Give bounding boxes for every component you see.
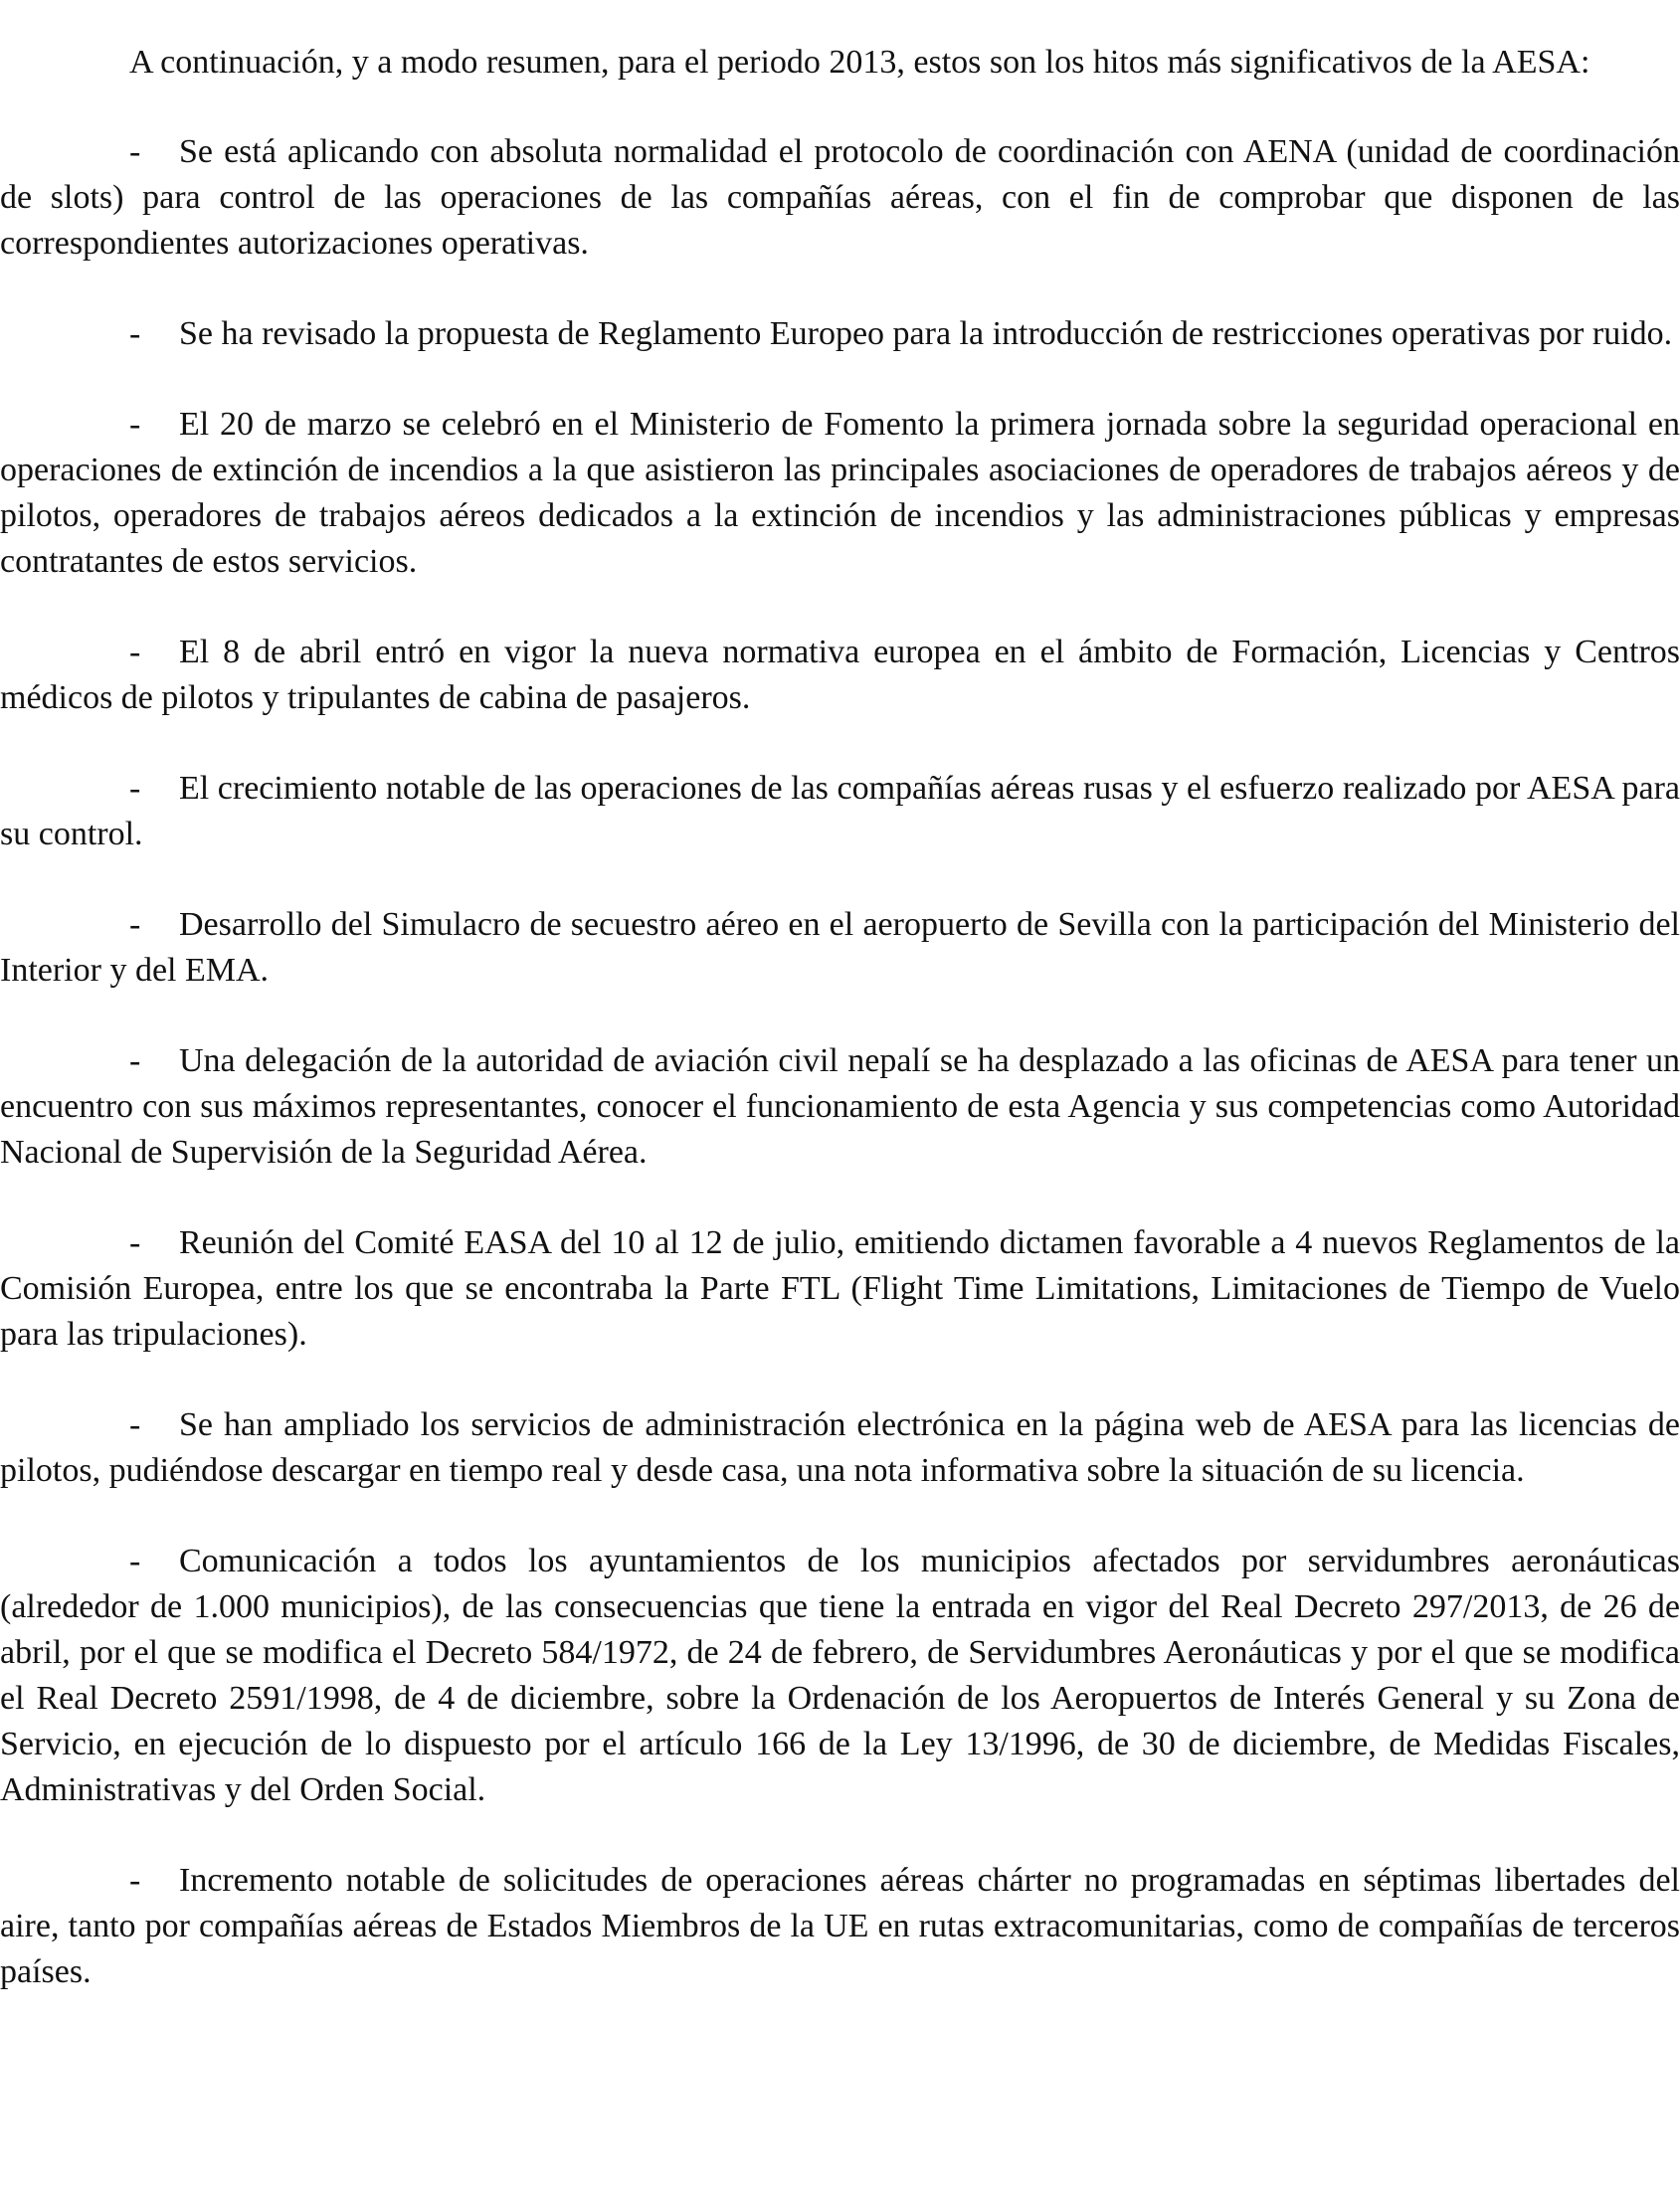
- list-item: [0, 1220, 1680, 1358]
- list-item-text: Incremento notable de solicitudes de operaciones aéreas chárter no programadas en séptimas libertades del aire, tanto por compañías aéreas de Estados Miembros de la UE en rutas extracomunitarias, como de compañías de terceros países.: [0, 1862, 1680, 1990]
- list-item: [0, 766, 1680, 857]
- list-item: [0, 1858, 1680, 1995]
- list-item: [0, 902, 1680, 994]
- bullet-dash: -: [129, 1543, 141, 1579]
- list-item: [0, 1402, 1680, 1494]
- list-item-text: Se está aplicando con absoluta normalidad el protocolo de coordinación con AENA (unidad de coordinación de slots) para control de las operaciones de las compañías aéreas, con el fin de comprobar que disponen de las correspondientes autorizaciones operativas.: [0, 133, 1680, 262]
- bullet-dash: -: [129, 1862, 141, 1899]
- bullet-dash: -: [129, 1042, 141, 1079]
- bullet-dash: -: [129, 1406, 141, 1443]
- intro-paragraph: A continuación, y a modo resumen, para el periodo 2013, estos son los hitos más significativos de la AESA:: [129, 44, 1590, 81]
- list-item: [0, 402, 1680, 585]
- list-item-text: Una delegación de la autoridad de aviación civil nepalí se ha desplazado a las oficinas de AESA para tener un encuentro con sus máximos representantes, conocer el funcionamiento de esta Agencia y sus competencias como Autoridad Nacional de Supervisión de la Seguridad Aérea.: [0, 1042, 1680, 1171]
- list-item-text: El 8 de abril entró en vigor la nueva normativa europea en el ámbito de Formación, Licencias y Centros médicos de pilotos y tripulantes de cabina de pasajeros.: [0, 634, 1680, 716]
- list-item-text: Desarrollo del Simulacro de secuestro aéreo en el aeropuerto de Sevilla con la participación del Ministerio del Interior y del EMA.: [0, 906, 1680, 989]
- milestones-list: [0, 129, 1680, 1995]
- list-item-text: Se ha revisado la propuesta de Reglamento Europeo para la introducción de restricciones operativas por ruido.: [179, 315, 1673, 352]
- document-page: [0, 40, 1680, 2040]
- bullet-dash: -: [129, 634, 141, 670]
- list-item-text: Comunicación a todos los ayuntamientos de los municipios afectados por servidumbres aeronáuticas (alrededor de 1.000 municipios), de las consecuencias que tiene la entrada en vigor del Real Decreto 297/2013, de 26 de abril, por el que se modifica el Decreto 584/1972, de 24 de febrero, de Servidumbres Aeronáuticas y por el que se modifica el Real Decreto 2591/1998, de 4 de diciembre, sobre la Ordenación de los Aeropuertos de Interés General y su Zona de Servicio, en ejecución de lo dispuesto por el artículo 166 de la Ley 13/1996, de 30 de diciembre, de Medidas Fiscales, Administrativas y del Orden Social.: [0, 1543, 1680, 1808]
- bullet-dash: -: [129, 770, 141, 807]
- list-item: [0, 630, 1680, 721]
- list-item: [0, 311, 1680, 357]
- list-item: [0, 129, 1680, 267]
- list-item-text: Reunión del Comité EASA del 10 al 12 de julio, emitiendo dictamen favorable a 4 nuevos Reglamentos de la Comisión Europea, entre los que se encontraba la Parte FTL (Flight Time Limitations, Limitaciones de Tiempo de Vuelo para las tripulaciones).: [0, 1224, 1680, 1353]
- list-item-text: Se han ampliado los servicios de administración electrónica en la página web de AESA para las licencias de pilotos, pudiéndose descargar en tiempo real y desde casa, una nota informativa sobre la situación de su licencia.: [0, 1406, 1680, 1489]
- bullet-dash: -: [129, 406, 141, 443]
- list-item: [0, 1038, 1680, 1176]
- list-item: [0, 1539, 1680, 1813]
- bullet-dash: -: [129, 906, 141, 943]
- bullet-dash: -: [129, 133, 141, 170]
- list-item-text: El crecimiento notable de las operaciones de las compañías aéreas rusas y el esfuerzo realizado por AESA para su control.: [0, 770, 1680, 852]
- bullet-dash: -: [129, 315, 141, 352]
- list-item-text: El 20 de marzo se celebró en el Ministerio de Fomento la primera jornada sobre la seguridad operacional en operaciones de extinción de incendios a la que asistieron las principales asociaciones de operadores de trabajos aéreos y de pilotos, operadores de trabajos aéreos dedicados a la extinción de incendios y las administraciones públicas y empresas contratantes de estos servicios.: [0, 406, 1680, 580]
- bullet-dash: -: [129, 1224, 141, 1261]
